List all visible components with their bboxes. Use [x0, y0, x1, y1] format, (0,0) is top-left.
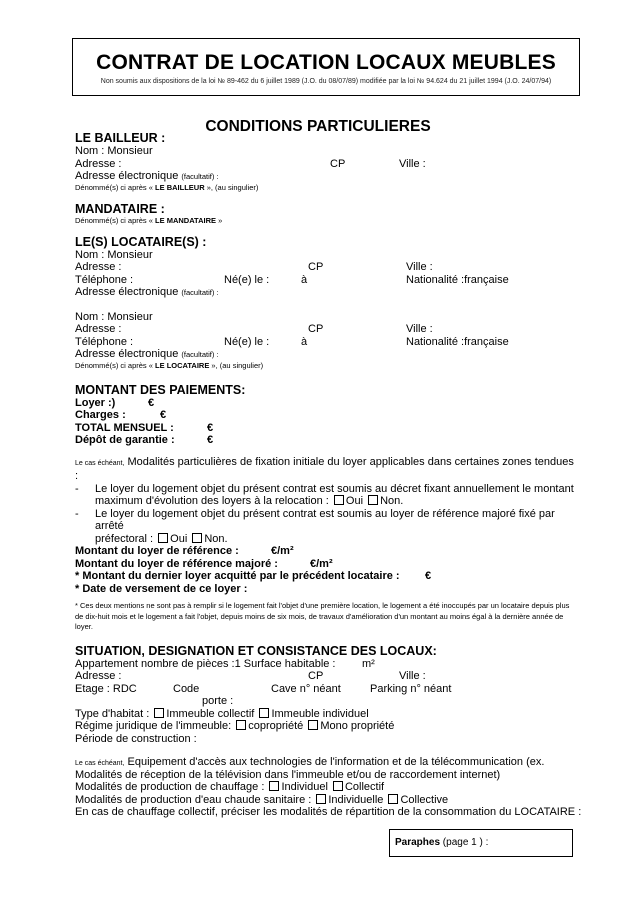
checkbox-chauffage-individuel[interactable] — [269, 781, 279, 791]
paraphes-label: Paraphes — [395, 837, 441, 848]
locataire1-cp: CP — [308, 261, 324, 273]
locataire1-telephone: Téléphone : — [75, 273, 134, 286]
situation-ville: Ville : — [399, 670, 426, 682]
equipements-line-2: Modalités de réception de la télévision dans l'immeuble et/ou de raccordement internet) — [75, 768, 501, 781]
loyer-reference-majore-label: Montant du loyer de référence majoré : — [75, 557, 278, 570]
document-subtitle: Non soumis aux dispositions de la loi № 89-462 du 6 juillet 1989 (J.O. du 08/07/89) modifiée par la loi № 94.624 du 21 juillet 1994 (J.O. 24/07/94) — [100, 78, 552, 85]
equipements-line-1: Le cas échéant, Equipement d'accès aux technologies de l'information et de la télécommunication (ex. — [75, 756, 545, 768]
appartement-line: Appartement nombre de pièces :1 Surface habitable : — [75, 657, 336, 670]
locataire1-a: à — [301, 273, 308, 286]
locataire1-nationalite: Nationalité :française — [406, 273, 509, 286]
charges-label: Charges : — [75, 409, 126, 421]
code: Code — [173, 682, 200, 695]
dernier-loyer-euro: € — [425, 570, 432, 582]
bailleur-heading: LE BAILLEUR : — [75, 131, 166, 145]
parking: Parking n° néant — [370, 682, 452, 695]
eau-chaude-row: Modalités de production d'eau chaude sanitaire : Individuelle Collective — [75, 793, 449, 806]
regime-row: Régime juridique de l'immeuble: copropriété Mono propriété — [75, 720, 395, 732]
checkbox-copropriete[interactable] — [236, 720, 246, 730]
locataire2-adresse: Adresse : — [75, 323, 122, 335]
bailleur-cp: CP — [330, 157, 346, 170]
loyer-euro: € — [148, 396, 155, 409]
locataires-heading: LE(S) LOCATAIRE(S) : — [75, 234, 207, 249]
locataire1-ne-le: Né(e) le : — [224, 273, 270, 286]
loyer-reference-unit: €/m² — [271, 545, 294, 557]
chauffage-row: Modalités de production de chauffage : Individuel Collectif — [75, 781, 385, 793]
loyer-reference-majore-unit: €/m² — [310, 557, 333, 570]
situation-cp: CP — [308, 670, 324, 682]
locataire2-telephone: Téléphone : — [75, 335, 134, 348]
chauffage-collectif-line: En cas de chauffage collectif, préciser les modalités de répartition de la consommation du LOCATAIRE : — [75, 806, 582, 818]
locataire2-nationalite: Nationalité :française — [406, 335, 509, 348]
checkbox-immeuble-individuel[interactable] — [259, 708, 269, 718]
modalites-note: * Ces deux mentions ne sont pas à remplir si le logement fait l'objet d'une première location, le logement a été inoccupés par un locataire depuis plus de dix-huit mois et le logement a fait l'objet, depuis moins de six mois, de travaux d'amélioration d'un montant au moins égal à la dernière année de loyer. — [75, 601, 570, 631]
bailleur-ville: Ville : — [399, 157, 426, 170]
bailleur-nom: Nom : Monsieur — [75, 145, 153, 157]
checkbox-mono-propriete[interactable] — [308, 720, 318, 730]
date-versement-label: * Date de versement de ce loyer : — [75, 582, 248, 595]
checkbox-eau-individuelle[interactable] — [316, 794, 326, 804]
loyer-label: Loyer :) — [75, 396, 116, 409]
locataire2-nom: Nom : Monsieur — [75, 310, 153, 323]
bailleur-facultatif: (facultatif) : — [181, 172, 219, 181]
total-euro: € — [207, 421, 214, 434]
surface-unit: m² — [362, 657, 375, 670]
title-box — [72, 38, 580, 96]
contract-body — [75, 131, 582, 819]
locataire1-adresse: Adresse : — [75, 261, 122, 273]
document-title: CONTRAT DE LOCATION LOCAUX MEUBLES — [96, 51, 556, 74]
situation-adresse: Adresse : — [75, 670, 122, 682]
modalites-bullet-1: - Le loyer du logement objet du présent contrat est soumis au décret fixant annuellement le montant maximum d'évolution des loyers à la relocation : Oui Non. — [75, 482, 574, 507]
porte: porte : — [202, 695, 234, 707]
checkbox-immeuble-collectif[interactable] — [154, 708, 164, 718]
modalites-intro: Le cas échéant, Modalités particulières de fixation initiale du loyer applicables dans certaines zones tendues : — [75, 455, 574, 482]
mandataire-heading: MANDATAIRE : — [75, 201, 165, 216]
cave: Cave n° néant — [271, 682, 341, 695]
locataire1-nom: Nom : Monsieur — [75, 248, 153, 261]
situation-heading: SITUATION, DESIGNATION ET CONSISTANCE DES LOCAUX: — [75, 643, 437, 658]
charges-euro: € — [160, 409, 167, 421]
type-habitat-row: Type d'habitat : Immeuble collectif Immeuble individuel — [75, 707, 369, 720]
locataire2-a: à — [301, 335, 308, 348]
locataire2-ville: Ville : — [406, 323, 433, 335]
dernier-loyer-label: * Montant du dernier loyer acquitté par le précédent locataire : — [75, 570, 400, 582]
depot-label: Dépôt de garantie : — [75, 434, 175, 446]
section-title: CONDITIONS PARTICULIERES — [205, 118, 431, 135]
checkbox-relocation-oui[interactable] — [334, 495, 344, 505]
checkbox-prefectoral-oui[interactable] — [158, 533, 168, 543]
locataire2-cp: CP — [308, 323, 324, 335]
total-label: TOTAL MENSUEL : — [75, 421, 174, 434]
paiements-heading: MONTANT DES PAIEMENTS: — [75, 382, 246, 397]
mandataire-denomme: Dénommé(s) ci après « LE MANDATAIRE » — [75, 215, 223, 225]
locataire2-email: Adresse électronique — [75, 348, 182, 360]
checkbox-chauffage-collectif[interactable] — [333, 781, 343, 791]
bailleur-email: Adresse électronique — [75, 170, 182, 182]
etage: Etage : RDC — [75, 682, 137, 695]
bailleur-adresse: Adresse : — [75, 157, 122, 170]
loyer-reference-label: Montant du loyer de référence : — [75, 545, 239, 557]
locataire2-facultatif: (facultatif) : — [181, 350, 219, 359]
locataire-denomme: Dénommé(s) ci après « LE LOCATAIRE », (au singulier) — [75, 360, 264, 370]
locataire1-email: Adresse électronique — [75, 286, 182, 298]
paraphes-box — [389, 829, 573, 857]
checkbox-prefectoral-non[interactable] — [192, 533, 202, 543]
locataire1-facultatif: (facultatif) : — [181, 288, 219, 297]
modalites-bullet-2: - Le loyer du logement objet du présent contrat est soumis au loyer de référence majoré fixé par arrêté préfectoral : Oui Non. — [75, 507, 555, 545]
depot-euro: € — [207, 434, 214, 446]
bailleur-denomme: Dénommé(s) ci après « LE BAILLEUR », (au singulier) — [75, 182, 259, 192]
checkbox-relocation-non[interactable] — [368, 495, 378, 505]
locataire2-ne-le: Né(e) le : — [224, 335, 270, 348]
periode-construction: Période de construction : — [75, 732, 197, 745]
paraphes-page: (page 1 ) : — [440, 837, 489, 848]
locataire1-ville: Ville : — [406, 261, 433, 273]
checkbox-eau-collective[interactable] — [388, 794, 398, 804]
